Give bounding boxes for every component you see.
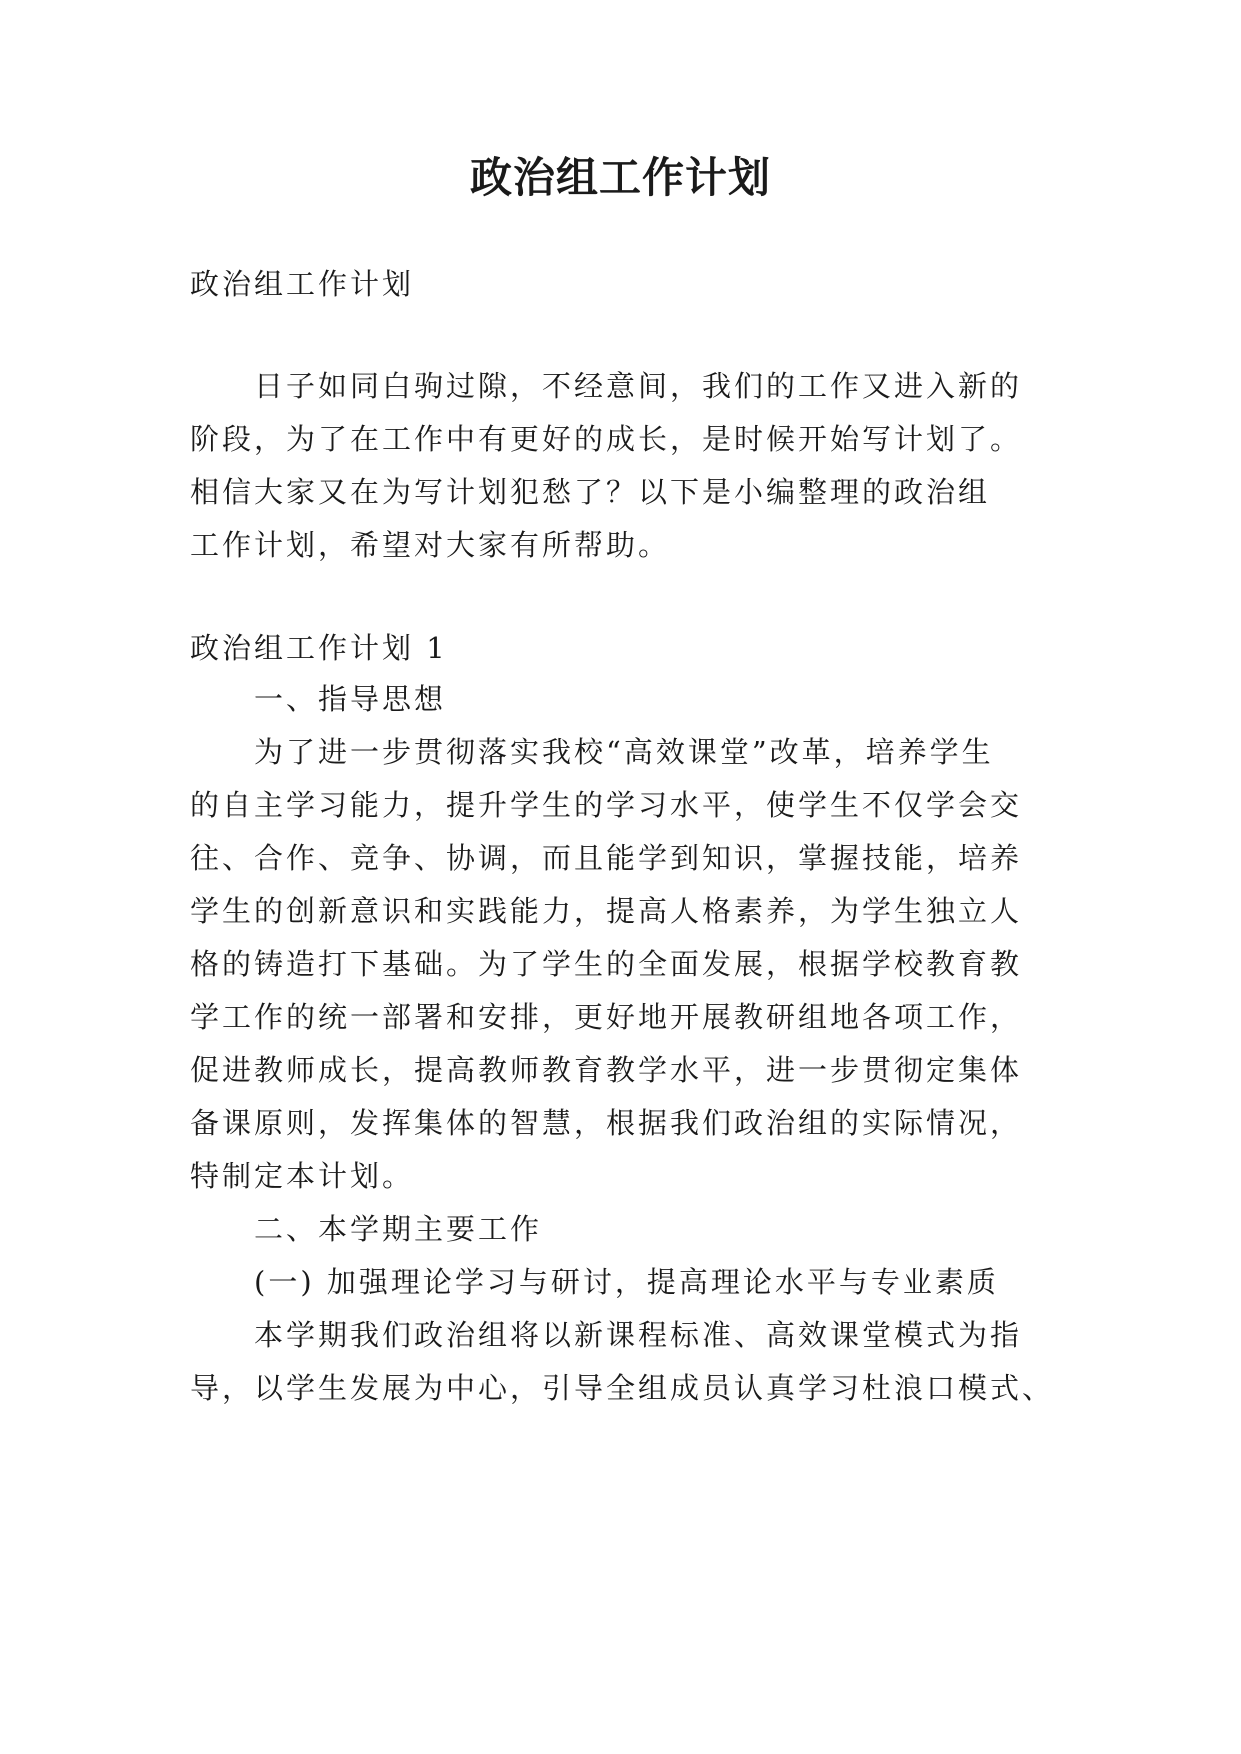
intro-line-4: 工作计划，希望对大家有所帮助。: [190, 528, 671, 562]
paragraph-line: 备课原则，发挥集体的智慧，根据我们政治组的实际情况，: [190, 1106, 1023, 1140]
paragraph-line: 的自主学习能力，提升学生的学习水平，使学生不仅学会交: [190, 788, 1023, 822]
paragraph-line: 学工作的统一部署和安排，更好地开展教研组地各项工作，: [190, 1000, 1023, 1034]
paragraph-line: 格的铸造打下基础。为了学生的全面发展，根据学校教育教: [190, 947, 1023, 981]
intro-line-2: 阶段，为了在工作中有更好的成长，是时候开始写计划了。: [190, 422, 1023, 456]
paragraph-line: 为了进一步贯彻落实我校“高效课堂”改革，培养学生: [254, 735, 994, 769]
part2-subheading: (一) 加强理论学习与研讨，提高理论水平与专业素质: [254, 1265, 999, 1299]
document-subtitle: 政治组工作计划: [190, 267, 415, 301]
paragraph-line: 学生的创新意识和实践能力，提高人格素养，为学生独立人: [190, 894, 1023, 928]
paragraph-line: 往、合作、竞争、协调，而且能学到知识，掌握技能，培养: [190, 841, 1023, 875]
part1-heading: 一、指导思想: [254, 682, 447, 716]
paragraph-line: 导，以学生发展为中心，引导全组成员认真学习杜浪口模式、: [190, 1371, 1055, 1405]
intro-line-3: 相信大家又在为写计划犯愁了？以下是小编整理的政治组: [190, 475, 991, 509]
paragraph-line: 本学期我们政治组将以新课程标准、高效课堂模式为指: [254, 1318, 1023, 1352]
paragraph-line: 促进教师成长，提高教师教育教学水平，进一步贯彻定集体: [190, 1053, 1023, 1087]
section-heading-1: 政治组工作计划 1: [190, 631, 448, 665]
document-title: 政治组工作计划: [469, 153, 771, 202]
paragraph-line: 特制定本计划。: [190, 1159, 415, 1193]
intro-line-1: 日子如同白驹过隙，不经意间，我们的工作又进入新的: [254, 369, 1023, 403]
part2-heading: 二、本学期主要工作: [254, 1212, 543, 1246]
